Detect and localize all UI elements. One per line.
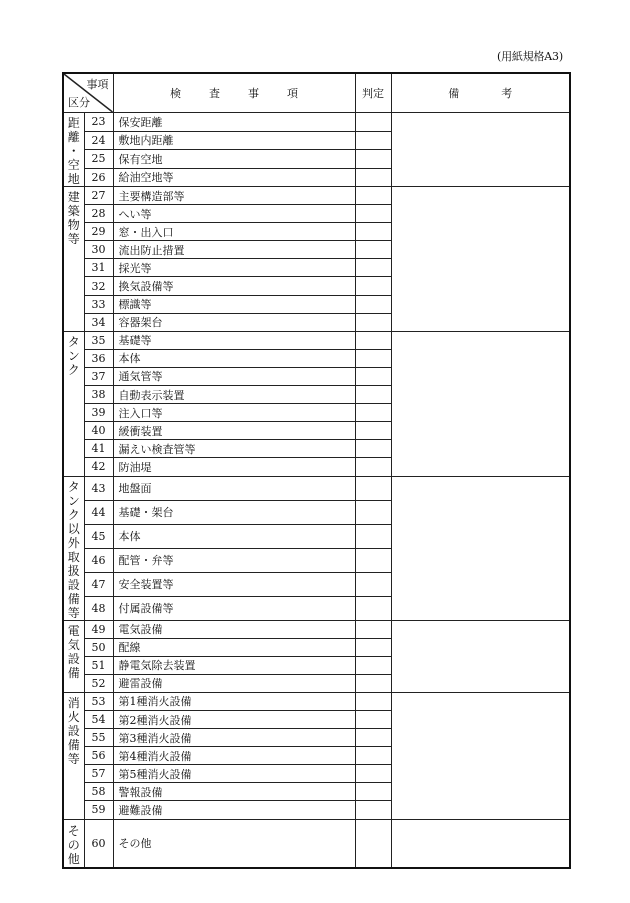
judgment-cell[interactable]	[355, 476, 391, 500]
item-number: 55	[84, 729, 113, 747]
category-char: 外	[67, 535, 80, 550]
header-char: 検	[170, 87, 181, 100]
category-char: 備	[67, 665, 80, 680]
judgment-cell[interactable]	[355, 783, 391, 801]
item-number: 41	[84, 440, 113, 458]
judgment-cell[interactable]	[355, 747, 391, 765]
judgment-cell[interactable]	[355, 187, 391, 205]
judgment-cell[interactable]	[355, 656, 391, 674]
category-cell	[63, 113, 84, 187]
item-number: 38	[84, 386, 113, 404]
category-char: ン	[67, 493, 80, 508]
inspection-item: 標識等	[113, 295, 355, 313]
judgment-cell[interactable]	[355, 313, 391, 331]
category-char: 取	[67, 549, 80, 564]
item-number: 57	[84, 765, 113, 783]
inspection-item: 容器架台	[113, 313, 355, 331]
judgment-cell[interactable]	[355, 349, 391, 367]
header-inspection-items	[113, 73, 355, 113]
inspection-item: 採光等	[113, 259, 355, 277]
judgment-cell[interactable]	[355, 259, 391, 277]
category-char: 他	[67, 851, 80, 866]
header-remarks	[391, 73, 570, 113]
judgment-cell[interactable]	[355, 710, 391, 728]
inspection-item: 漏えい検査管等	[113, 440, 355, 458]
judgment-cell[interactable]	[355, 205, 391, 223]
inspection-item: 敷地内距離	[113, 131, 355, 150]
judgment-cell[interactable]	[355, 113, 391, 132]
inspection-item: 警報設備	[113, 783, 355, 801]
category-char: 物	[67, 218, 80, 232]
inspection-item: 給油空地等	[113, 168, 355, 187]
judgment-cell[interactable]	[355, 674, 391, 692]
item-number: 26	[84, 168, 113, 187]
judgment-cell[interactable]	[355, 386, 391, 404]
remarks-cell[interactable]	[391, 113, 570, 187]
inspection-item: 換気設備等	[113, 277, 355, 295]
category-label	[67, 335, 81, 377]
inspection-item: 自動表示装置	[113, 386, 355, 404]
judgment-cell[interactable]	[355, 500, 391, 524]
judgment-cell[interactable]	[355, 422, 391, 440]
inspection-item: 保有空地	[113, 150, 355, 169]
item-number: 47	[84, 572, 113, 596]
judgment-cell[interactable]	[355, 440, 391, 458]
item-number: 23	[84, 113, 113, 132]
inspection-item: 避難設備	[113, 801, 355, 819]
category-cell	[63, 331, 84, 476]
category-label	[67, 480, 81, 620]
category-char: タ	[67, 479, 80, 494]
category-char: 築	[67, 204, 80, 218]
judgment-cell[interactable]	[355, 131, 391, 150]
table-row	[63, 692, 570, 710]
header-char: 項	[287, 87, 298, 100]
judgment-cell[interactable]	[355, 168, 391, 187]
item-number: 49	[84, 620, 113, 638]
inspection-item: 緩衝装置	[113, 422, 355, 440]
category-char: 以	[67, 521, 80, 536]
category-char: ン	[67, 348, 80, 363]
item-number: 33	[84, 295, 113, 313]
category-char: 火	[67, 709, 80, 724]
inspection-item: その他	[113, 819, 355, 868]
category-char: 設	[67, 577, 80, 592]
judgment-cell[interactable]	[355, 458, 391, 476]
remarks-cell[interactable]	[391, 819, 570, 868]
inspection-item: 第1種消火設備	[113, 692, 355, 710]
item-number: 39	[84, 404, 113, 422]
judgment-cell[interactable]	[355, 331, 391, 349]
inspection-item: 電気設備	[113, 620, 355, 638]
judgment-cell[interactable]	[355, 638, 391, 656]
remarks-cell[interactable]	[391, 187, 570, 332]
judgment-cell[interactable]	[355, 801, 391, 819]
category-char: 建	[67, 190, 80, 204]
inspection-item: 静電気除去装置	[113, 656, 355, 674]
judgment-cell[interactable]	[355, 241, 391, 259]
item-number: 36	[84, 349, 113, 367]
judgment-cell[interactable]	[355, 572, 391, 596]
table-row	[63, 620, 570, 638]
inspection-item: 基礎等	[113, 331, 355, 349]
judgment-cell[interactable]	[355, 620, 391, 638]
item-number: 58	[84, 783, 113, 801]
inspection-item: 通気管等	[113, 367, 355, 385]
inspection-item: 主要構造部等	[113, 187, 355, 205]
remarks-cell[interactable]	[391, 692, 570, 819]
item-number: 50	[84, 638, 113, 656]
remarks-cell[interactable]	[391, 620, 570, 692]
item-number: 42	[84, 458, 113, 476]
inspection-item: 安全装置等	[113, 572, 355, 596]
category-label	[67, 624, 81, 680]
inspection-item: 第3種消火設備	[113, 729, 355, 747]
item-number: 28	[84, 205, 113, 223]
remarks-cell[interactable]	[391, 331, 570, 476]
judgment-cell[interactable]	[355, 765, 391, 783]
inspection-item: 付属設備等	[113, 596, 355, 620]
judgment-cell[interactable]	[355, 692, 391, 710]
judgment-cell[interactable]	[355, 150, 391, 169]
category-char: 距	[67, 116, 80, 130]
header-row	[63, 73, 570, 113]
inspection-item: 本体	[113, 524, 355, 548]
inspection-item: 流出防止措置	[113, 241, 355, 259]
inspection-item: 防油堤	[113, 458, 355, 476]
item-number: 40	[84, 422, 113, 440]
item-number: 52	[84, 674, 113, 692]
table-row	[63, 476, 570, 500]
category-label	[67, 116, 81, 186]
item-number: 24	[84, 131, 113, 150]
inspection-item: 避雷設備	[113, 674, 355, 692]
inspection-item: 第2種消火設備	[113, 710, 355, 728]
category-char: 気	[67, 637, 80, 652]
category-char: 等	[67, 751, 80, 766]
header-char: 備	[448, 87, 460, 100]
item-number: 46	[84, 548, 113, 572]
judgment-cell[interactable]	[355, 404, 391, 422]
category-char: タ	[67, 334, 80, 349]
item-number: 37	[84, 367, 113, 385]
item-number: 45	[84, 524, 113, 548]
category-char: 地	[67, 172, 80, 186]
category-char: 備	[67, 591, 80, 606]
category-label	[67, 696, 81, 766]
table-row	[63, 331, 570, 349]
inspection-item: 地盤面	[113, 476, 355, 500]
item-number: 32	[84, 277, 113, 295]
table-row	[63, 819, 570, 868]
judgment-cell[interactable]	[355, 295, 391, 313]
inspection-item: へい等	[113, 205, 355, 223]
table-row	[63, 113, 570, 132]
judgment-cell[interactable]	[355, 596, 391, 620]
item-number: 43	[84, 476, 113, 500]
inspection-item: 基礎・架台	[113, 500, 355, 524]
item-number: 44	[84, 500, 113, 524]
category-char: 消	[67, 695, 80, 710]
inspection-item: 本体	[113, 349, 355, 367]
item-number: 53	[84, 692, 113, 710]
category-char: 設	[67, 651, 80, 666]
paper-size-note: (用紙規格A3)	[497, 50, 563, 63]
item-number: 29	[84, 223, 113, 241]
category-cell	[63, 692, 84, 819]
category-cell	[63, 620, 84, 692]
header-judgment: 判定	[355, 73, 391, 113]
judgment-cell[interactable]	[355, 729, 391, 747]
judgment-cell[interactable]	[355, 367, 391, 385]
category-char: そ	[67, 823, 80, 838]
judgment-cell[interactable]	[355, 819, 391, 868]
category-cell	[63, 476, 84, 620]
category-char: 電	[67, 623, 80, 638]
category-char: 設	[67, 723, 80, 738]
judgment-cell[interactable]	[355, 524, 391, 548]
inspection-item: 保安距離	[113, 113, 355, 132]
category-label	[67, 824, 81, 866]
inspection-item: 注入口等	[113, 404, 355, 422]
category-label	[67, 190, 81, 246]
category-char: 備	[67, 737, 80, 752]
item-number: 51	[84, 656, 113, 674]
header-char: 事	[248, 87, 259, 100]
item-number: 27	[84, 187, 113, 205]
category-char: 扱	[67, 563, 80, 578]
category-char: 空	[67, 158, 80, 172]
header-item-label: 事項	[86, 78, 109, 91]
judgment-cell[interactable]	[355, 277, 391, 295]
table-row	[63, 187, 570, 205]
inspection-table	[62, 72, 571, 869]
inspection-item: 窓・出入口	[113, 223, 355, 241]
item-number: 25	[84, 150, 113, 169]
header-diagonal-cell	[63, 73, 113, 113]
item-number: 35	[84, 331, 113, 349]
category-char: 等	[67, 605, 80, 620]
item-number: 56	[84, 747, 113, 765]
category-char: ク	[67, 507, 80, 522]
header-category-label: 区分	[68, 96, 90, 109]
judgment-cell[interactable]	[355, 223, 391, 241]
category-cell	[63, 819, 84, 868]
category-cell	[63, 187, 84, 332]
item-number: 30	[84, 241, 113, 259]
category-char: ・	[67, 144, 80, 158]
item-number: 60	[84, 819, 113, 868]
inspection-item: 第5種消火設備	[113, 765, 355, 783]
inspection-item: 第4種消火設備	[113, 747, 355, 765]
item-number: 59	[84, 801, 113, 819]
item-number: 34	[84, 313, 113, 331]
inspection-item: 配管・弁等	[113, 548, 355, 572]
category-char: の	[67, 837, 80, 852]
item-number: 48	[84, 596, 113, 620]
category-char: 等	[67, 232, 80, 246]
category-char: 離	[67, 130, 80, 144]
remarks-cell[interactable]	[391, 476, 570, 620]
judgment-cell[interactable]	[355, 548, 391, 572]
header-char: 査	[209, 87, 220, 100]
item-number: 31	[84, 259, 113, 277]
inspection-item: 配線	[113, 638, 355, 656]
item-number: 54	[84, 710, 113, 728]
header-char: 考	[501, 87, 513, 100]
category-char: ク	[67, 362, 80, 377]
